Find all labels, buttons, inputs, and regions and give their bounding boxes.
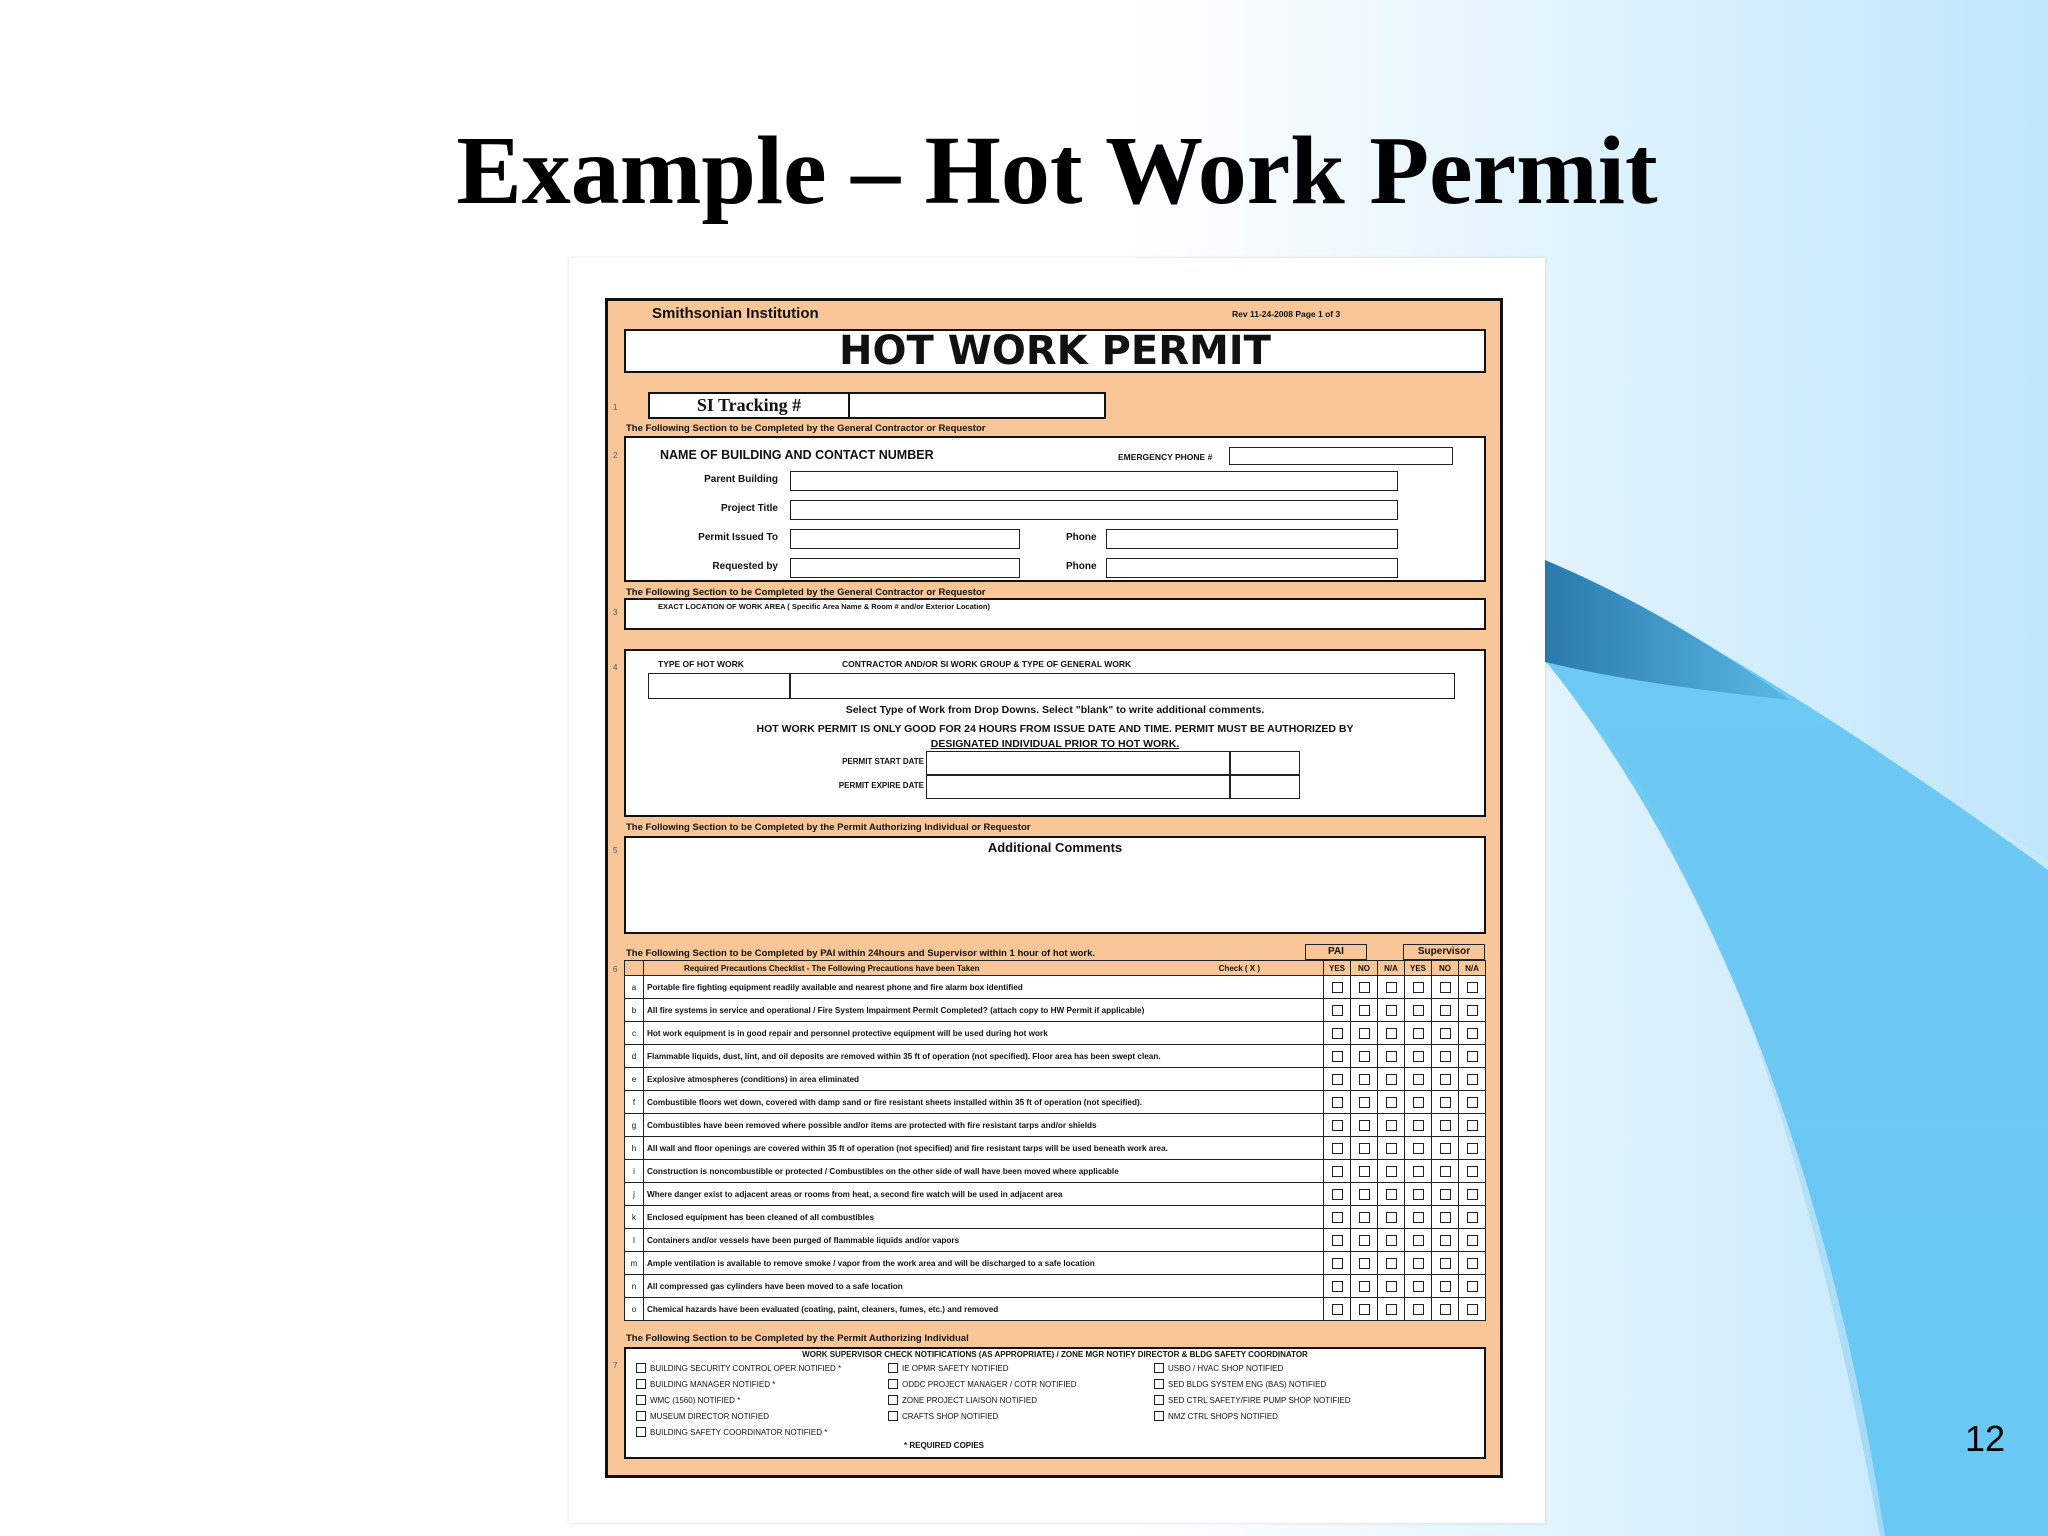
notification-checkbox[interactable] [888,1363,898,1373]
notification-label: SED BLDG SYSTEM ENG (BAS) NOTIFIED [1168,1379,1327,1389]
checklist-header-row [625,961,1486,976]
pai-na-checkbox[interactable] [1386,1212,1397,1223]
checklist-row [625,1091,1486,1114]
notification-item [1154,1395,1351,1405]
pai-no-checkbox[interactable] [1359,1074,1370,1085]
pai-na-checkbox[interactable] [1386,982,1397,993]
checklist-row [625,1229,1486,1252]
pai-no-checkbox[interactable] [1359,1304,1370,1315]
check-header: Check ( X ) [1218,963,1260,973]
hot-work-permit-form: Smithsonian Institution Rev 11-24-2008 Page 1 of 3 HOT WORK PERMIT 1 SI Tracking # The Following Section to be Completed by the General Contractor or Requestor 2 NAME OF BUILDING AND CONTACT NUMBER EMERGENCY PHONE # Parent Building Project Title Permit Issued To Phone Requested by Phone The Following Section to be Completed by the General Contractor or Requestor 3 EXACT LOCATION OF WORK AREA ( Specific Area Name & Room # and/or Exterior Location) 4 TYPE OF HOT WORK CONTRACTOR AND/OR SI WORK GROUP & TYPE OF GENERAL WORK Select Type of Work from Drop Downs. Select "blank" to write additional comments. HOT WORK PERMIT IS ONLY GOOD FOR 24 HOURS FROM ISSUE DATE AND TIME. PERMIT MUST BE AUTHORIZED BY DESIGNATED INDIVIDUAL PRIOR TO HOT WORK. PERMIT START DATE PERMIT EXPIRE DATE The Following Section to be Completed by the Permit Authorizing Individual or Requestor 5 Additional Comments The Following Section to be Completed by PAI within 24hours and Supervisor within 1 hour of hot work. PAI Supervisor 6 Required Precautions Checklist - The Following Precautions have been Taken Check ( X ) YES NO N/A YES NO N/A a Portable fire fighting equipment readily available and nearest phone and fire alarm box identified b All fire systems in service and operational / Fire System Impairment Permit Completed? (attach copy to HW Permit if applicable) c Hot work equipment is in good repair and personnel protective equipment will be used during hot work d Flammable liquids, dust, lint, and oil deposits are removed within 35 ft of operation (not specified). Floor area has been swept clean. e Explosive atmospheres (conditions) in area eliminated f Combustible floors wet down, covered with damp sand or fire resistant sheets installed within 35 ft of operation (not specified). g Combustibles have been removed where possible and/or items are protected with fire resistant tarps and/or shields h All wall and floor openings are covered within 35 ft of operation (not specified) and fire resistant tarps will be used beneath work area. i Construction is noncombustible or protected / Combustibles on the other side of wall have been moved where applicable j Where danger exist to adjacent areas or rooms from heat, a second fire watch will be used in adjacent area k Enclosed equipment has been cleaned of all combustibles l Containers and/or vessels have been purged of flammable liquids and/or vapors m Ample ventilation is available to remove smoke / vapor from the work area and will be discharged to a safe location n All compressed gas cylinders have been moved to a safe location o Chemical hazards have been evaluated (coating, paint, cleaners, fumes, etc.) and removed The Following Section to be Completed by the Permit Authorizing Individual 7 WORK SUPERVISOR CHECK NOTIFICATIONS (AS APPROPRIATE) / ZONE MGR NOTIFY DIRECTOR & BLDG SAFETY COORDINATOR BUILDING SECURITY CONTROL OPER NOTIFIED * BUILDING MANAGER NOTIFIED * WMC (1560) NOTIFIED * MUSEUM DIRECTOR NOTIFIED BUILDING SAFETY COORDINATOR NOTIFIED * IE OPMR SAFETY NOTIFIED ODDC PROJECT MANAGER / COTR NOTIFIED ZONE PROJECT LIAISON NOTIFIED CRAFTS SHOP NOTIFIED USBO / HVAC SHOP NOTIFIED SED BLDG SYSTEM ENG (BAS) NOTIFIED SED CTRL SAFETY/FIRE PUMP SHOP NOTIFIED NMZ CTRL SHOPS NOTIFIED * REQUIRED COPIES [605,298,1503,1478]
supervisor-no-checkbox[interactable] [1440,1120,1451,1131]
notification-item [636,1379,775,1389]
pai-na-checkbox[interactable] [1386,1235,1397,1246]
notification-checkbox[interactable] [636,1395,646,1405]
col-yes-supervisor: YES [1405,961,1432,976]
notification-label: CRAFTS SHOP NOTIFIED [902,1411,999,1421]
slide-number: 12 [1964,1418,2005,1459]
notification-label: USBO / HVAC SHOP NOTIFIED [1168,1363,1284,1373]
notification-item [1154,1411,1278,1421]
revision-info: Rev 11-24-2008 Page 1 of 3 [1232,309,1341,319]
supervisor-na-checkbox[interactable] [1467,1212,1478,1223]
pai-yes-checkbox[interactable] [1332,1189,1343,1200]
expire-date-field[interactable] [926,775,1230,799]
start-date-label: PERMIT START DATE [842,757,924,766]
supervisor-yes-checkbox[interactable] [1413,1051,1424,1062]
notification-item [888,1379,1077,1389]
pai-yes-checkbox[interactable] [1332,1258,1343,1269]
phone-label-2: Phone [1066,561,1097,572]
notification-label: NMZ CTRL SHOPS NOTIFIED [1168,1411,1278,1421]
notification-item [636,1411,769,1421]
emergency-phone-field[interactable] [1229,447,1453,465]
notification-label: WMC (1560) NOTIFIED * [650,1395,741,1405]
supervisor-no-checkbox[interactable] [1440,1235,1451,1246]
pai-na-checkbox[interactable] [1386,1258,1397,1269]
checklist-item-text: Chemical hazards have been evaluated (coating, paint, cleaners, fumes, etc.) and removed [644,1298,1324,1321]
notification-checkbox[interactable] [1154,1411,1164,1421]
validity-line-1: HOT WORK PERMIT IS ONLY GOOD FOR 24 HOURS FROM ISSUE DATE AND TIME. PERMIT MUST BE AUTHORIZED BY [756,723,1354,735]
phone-field-1[interactable] [1106,529,1398,549]
emergency-phone-label: EMERGENCY PHONE # [1118,452,1213,462]
comments-section[interactable] [624,836,1486,934]
pai-yes-checkbox[interactable] [1332,1235,1343,1246]
start-time-field[interactable] [1230,751,1300,775]
checklist-row [625,1275,1486,1298]
checklist-item-letter: h [625,1137,644,1160]
checklist-item-letter: c [625,1022,644,1045]
contractor-label: CONTRACTOR AND/OR SI WORK GROUP & TYPE OF GENERAL WORK [842,659,1132,669]
supervisor-na-checkbox[interactable] [1467,1304,1478,1315]
supervisor-no-checkbox[interactable] [1440,1097,1451,1108]
notification-checkbox[interactable] [888,1395,898,1405]
checklist-row [625,1022,1486,1045]
parent-building-label: Parent Building [704,474,778,485]
notification-label: IE OPMR SAFETY NOTIFIED [902,1363,1009,1373]
section-note: The Following Section to be Completed by PAI within 24hours and Supervisor within 1 hour of hot work. [626,948,1096,959]
type-of-hot-work-label: TYPE OF HOT WORK [658,659,744,669]
supervisor-yes-checkbox[interactable] [1413,1304,1424,1315]
pai-no-checkbox[interactable] [1359,1051,1370,1062]
checklist-item-text: Hot work equipment is in good repair and personnel protective equipment will be used during hot work [644,1022,1324,1045]
pai-no-checkbox[interactable] [1359,1166,1370,1177]
supervisor-no-checkbox[interactable] [1440,1258,1451,1269]
supervisor-yes-checkbox[interactable] [1413,1166,1424,1177]
pai-na-checkbox[interactable] [1386,1028,1397,1039]
contact-heading: NAME OF BUILDING AND CONTACT NUMBER [660,448,934,462]
requested-by-label: Requested by [712,561,778,572]
supervisor-na-checkbox[interactable] [1467,1028,1478,1039]
pai-na-checkbox[interactable] [1386,1097,1397,1108]
permit-issued-to-field[interactable] [790,529,1020,549]
checklist-row [625,1160,1486,1183]
checklist-row [625,976,1486,999]
supervisor-yes-checkbox[interactable] [1413,1005,1424,1016]
pai-na-checkbox[interactable] [1386,1281,1397,1292]
checklist-item-letter: g [625,1114,644,1137]
permit-title: HOT WORK PERMIT [839,328,1271,374]
pai-na-checkbox[interactable] [1386,1074,1397,1085]
supervisor-no-checkbox[interactable] [1440,1005,1451,1016]
section-note: The Following Section to be Completed by the Permit Authorizing Individual [626,1333,969,1344]
checklist-item-letter: i [625,1160,644,1183]
section-note: The Following Section to be Completed by the Permit Authorizing Individual or Requestor [626,822,1031,833]
checklist-item-text: Combustible floors wet down, covered with damp sand or fire resistant sheets installed within 35 ft of operation (not specified). [644,1091,1324,1114]
checklist-row [625,1298,1486,1321]
contact-section [624,436,1486,582]
pai-no-checkbox[interactable] [1359,1212,1370,1223]
phone-label-1: Phone [1066,532,1097,543]
col-yes-pai: YES [1324,961,1351,976]
phone-field-2[interactable] [1106,558,1398,578]
pai-yes-checkbox[interactable] [1332,1051,1343,1062]
checklist-header: Required Precautions Checklist - The Following Precautions have been Taken [684,963,980,973]
supervisor-yes-checkbox[interactable] [1413,1189,1424,1200]
checklist-item-text: Combustibles have been removed where possible and/or items are protected with fire resistant tarps and/or shields [644,1114,1324,1137]
supervisor-na-checkbox[interactable] [1467,1235,1478,1246]
supervisor-header: Supervisor [1403,944,1485,960]
supervisor-na-checkbox[interactable] [1467,1097,1478,1108]
checklist-item-text: Enclosed equipment has been cleaned of all combustibles [644,1206,1324,1229]
expire-time-field[interactable] [1230,775,1300,799]
pai-na-checkbox[interactable] [1386,1166,1397,1177]
parent-building-field[interactable] [790,471,1398,491]
org-name: Smithsonian Institution [652,305,819,322]
pai-header: PAI [1305,944,1367,960]
col-no-supervisor: NO [1432,961,1459,976]
pai-no-checkbox[interactable] [1359,982,1370,993]
supervisor-yes-checkbox[interactable] [1413,1235,1424,1246]
supervisor-no-checkbox[interactable] [1440,1028,1451,1039]
supervisor-na-checkbox[interactable] [1467,1281,1478,1292]
pai-yes-checkbox[interactable] [1332,1143,1343,1154]
pai-yes-checkbox[interactable] [1332,1120,1343,1131]
permit-title-box [624,329,1486,373]
location-label: EXACT LOCATION OF WORK AREA ( Specific Area Name & Room # and/or Exterior Location) [658,602,990,611]
pai-no-checkbox[interactable] [1359,1281,1370,1292]
supervisor-no-checkbox[interactable] [1440,1051,1451,1062]
notification-label: BUILDING SAFETY COORDINATOR NOTIFIED * [650,1427,828,1437]
pai-na-checkbox[interactable] [1386,1304,1397,1315]
comments-label: Additional Comments [987,840,1123,855]
notification-item [636,1395,740,1405]
pai-yes-checkbox[interactable] [1332,1074,1343,1085]
tracking-number-field[interactable] [850,394,1102,417]
checklist-item-text: Containers and/or vessels have been purged of flammable liquids and/or vapors [644,1229,1324,1252]
supervisor-yes-checkbox[interactable] [1413,1097,1424,1108]
checklist-row [625,1252,1486,1275]
checklist-item-letter: f [625,1091,644,1114]
pai-no-checkbox[interactable] [1359,1097,1370,1108]
tracking-box [648,392,1106,419]
pai-yes-checkbox[interactable] [1332,982,1343,993]
notification-checkbox[interactable] [1154,1395,1164,1405]
pai-na-checkbox[interactable] [1386,1143,1397,1154]
pai-yes-checkbox[interactable] [1332,1212,1343,1223]
supervisor-yes-checkbox[interactable] [1413,1212,1424,1223]
checklist-row [625,1183,1486,1206]
supervisor-no-checkbox[interactable] [1440,1304,1451,1315]
checklist-item-text: Ample ventilation is available to remove smoke / vapor from the work area and will be discharged to a safe location [644,1252,1324,1275]
checklist-item-letter: k [625,1206,644,1229]
pai-yes-checkbox[interactable] [1332,1005,1343,1016]
pai-no-checkbox[interactable] [1359,1143,1370,1154]
supervisor-no-checkbox[interactable] [1440,982,1451,993]
type-of-hot-work-field[interactable] [648,673,790,699]
section-note: The Following Section to be Completed by the General Contractor or Requestor [626,587,986,598]
pai-yes-checkbox[interactable] [1332,1166,1343,1177]
expire-date-label: PERMIT EXPIRE DATE [838,781,924,790]
notification-label: BUILDING MANAGER NOTIFIED * [650,1379,776,1389]
notification-label: ODDC PROJECT MANAGER / COTR NOTIFIED [902,1379,1077,1389]
supervisor-yes-checkbox[interactable] [1413,982,1424,993]
notification-item [888,1395,1037,1405]
supervisor-yes-checkbox[interactable] [1413,1028,1424,1039]
supervisor-yes-checkbox[interactable] [1413,1143,1424,1154]
required-copies-note: * REQUIRED COPIES [904,1441,985,1450]
supervisor-no-checkbox[interactable] [1440,1212,1451,1223]
start-date-field[interactable] [926,751,1230,775]
checklist-item-text: Construction is noncombustible or protected / Combustibles on the other side of wall have been moved where applicable [644,1160,1324,1183]
notification-item [888,1411,998,1421]
supervisor-na-checkbox[interactable] [1467,1005,1478,1016]
supervisor-na-checkbox[interactable] [1467,1120,1478,1131]
checklist-item-text: Flammable liquids, dust, lint, and oil deposits are removed within 35 ft of operation (not specified). Floor area has been swept clean. [644,1045,1324,1068]
notification-label: SED CTRL SAFETY/FIRE PUMP SHOP NOTIFIED [1168,1395,1351,1405]
pai-no-checkbox[interactable] [1359,1005,1370,1016]
checklist-row [625,1137,1486,1160]
supervisor-yes-checkbox[interactable] [1413,1074,1424,1085]
notification-item [636,1363,841,1373]
checklist-item-letter: l [625,1229,644,1252]
project-title-field[interactable] [790,500,1398,520]
pai-yes-checkbox[interactable] [1332,1281,1343,1292]
pai-yes-checkbox[interactable] [1332,1028,1343,1039]
checklist-item-text: Where danger exist to adjacent areas or rooms from heat, a second fire watch will be used in adjacent area [644,1183,1324,1206]
supervisor-no-checkbox[interactable] [1440,1166,1451,1177]
notification-label: ZONE PROJECT LIAISON NOTIFIED [902,1395,1037,1405]
notification-checkbox[interactable] [888,1379,898,1389]
supervisor-na-checkbox[interactable] [1467,1074,1478,1085]
precautions-checklist [624,960,1486,1321]
permit-issued-to-label: Permit Issued To [698,532,778,543]
supervisor-na-checkbox[interactable] [1467,982,1478,993]
notification-checkbox[interactable] [636,1363,646,1373]
notification-checkbox[interactable] [1154,1363,1164,1373]
notification-checkbox[interactable] [636,1411,646,1421]
checklist-item-letter: b [625,999,644,1022]
pai-no-checkbox[interactable] [1359,1120,1370,1131]
supervisor-no-checkbox[interactable] [1440,1189,1451,1200]
section-note: The Following Section to be Completed by the General Contractor or Requestor [626,423,986,434]
project-title-label: Project Title [720,503,778,514]
col-na-pai: N/A [1378,961,1405,976]
col-na-supervisor: N/A [1459,961,1486,976]
pai-no-checkbox[interactable] [1359,1235,1370,1246]
pai-no-checkbox[interactable] [1359,1028,1370,1039]
supervisor-no-checkbox[interactable] [1440,1281,1451,1292]
checklist-item-letter: o [625,1298,644,1321]
checklist-item-letter: j [625,1183,644,1206]
checklist-item-text: All compressed gas cylinders have been moved to a safe location [644,1275,1324,1298]
notifications-section [624,1347,1486,1459]
checklist-row [625,1114,1486,1137]
supervisor-na-checkbox[interactable] [1467,1143,1478,1154]
checklist-row [625,1045,1486,1068]
requested-by-field[interactable] [790,558,1020,578]
pai-yes-checkbox[interactable] [1332,1097,1343,1108]
select-note: Select Type of Work from Drop Downs. Select "blank" to write additional comments. [845,704,1265,716]
notification-checkbox[interactable] [888,1411,898,1421]
supervisor-yes-checkbox[interactable] [1413,1120,1424,1131]
validity-line-2: DESIGNATED INDIVIDUAL PRIOR TO HOT WORK. [930,738,1180,750]
supervisor-na-checkbox[interactable] [1467,1051,1478,1062]
pai-yes-checkbox[interactable] [1332,1304,1343,1315]
notification-label: MUSEUM DIRECTOR NOTIFIED [650,1411,769,1421]
work-section [624,649,1486,817]
pai-na-checkbox[interactable] [1386,1120,1397,1131]
supervisor-na-checkbox[interactable] [1467,1189,1478,1200]
supervisor-yes-checkbox[interactable] [1413,1281,1424,1292]
supervisor-no-checkbox[interactable] [1440,1074,1451,1085]
checklist-item-letter: m [625,1252,644,1275]
notifications-heading: WORK SUPERVISOR CHECK NOTIFICATIONS (AS APPROPRIATE) / ZONE MGR NOTIFY DIRECTOR & BLDG SAFETY COORDINATOR [802,1350,1308,1359]
permit-document [569,258,1545,1523]
checklist-item-text: All wall and floor openings are covered within 35 ft of operation (not specified) and fire resistant tarps will be used beneath work area. [644,1137,1324,1160]
col-no-pai: NO [1351,961,1378,976]
checklist-item-letter: d [625,1045,644,1068]
notification-checkbox[interactable] [636,1379,646,1389]
checklist-item-letter: e [625,1068,644,1091]
location-section[interactable] [624,598,1486,630]
checklist-row [625,1068,1486,1091]
notification-checkbox[interactable] [636,1427,646,1437]
notification-item [888,1363,1009,1373]
checklist-item-text: All fire systems in service and operational / Fire System Impairment Permit Completed? (attach copy to HW Permit if applicable) [644,999,1324,1022]
contractor-field[interactable] [790,673,1455,699]
supervisor-na-checkbox[interactable] [1467,1166,1478,1177]
notification-item [1154,1379,1326,1389]
checklist-row [625,999,1486,1022]
supervisor-na-checkbox[interactable] [1467,1258,1478,1269]
notification-item [1154,1363,1283,1373]
tracking-label: SI Tracking # [650,394,850,417]
supervisor-yes-checkbox[interactable] [1413,1258,1424,1269]
pai-na-checkbox[interactable] [1386,1005,1397,1016]
notification-checkbox[interactable] [1154,1379,1164,1389]
notification-item [636,1427,827,1437]
pai-na-checkbox[interactable] [1386,1051,1397,1062]
pai-no-checkbox[interactable] [1359,1189,1370,1200]
checklist-row [625,1206,1486,1229]
notification-label: BUILDING SECURITY CONTROL OPER NOTIFIED * [650,1363,842,1373]
pai-na-checkbox[interactable] [1386,1189,1397,1200]
slide-title: Example – Hot Work Permit [456,117,1658,225]
checklist-item-letter: a [625,976,644,999]
checklist-item-text: Explosive atmospheres (conditions) in area eliminated [644,1068,1324,1091]
checklist-item-letter: n [625,1275,644,1298]
supervisor-no-checkbox[interactable] [1440,1143,1451,1154]
pai-no-checkbox[interactable] [1359,1258,1370,1269]
checklist-item-text: Portable fire fighting equipment readily available and nearest phone and fire alarm box identified [644,976,1324,999]
